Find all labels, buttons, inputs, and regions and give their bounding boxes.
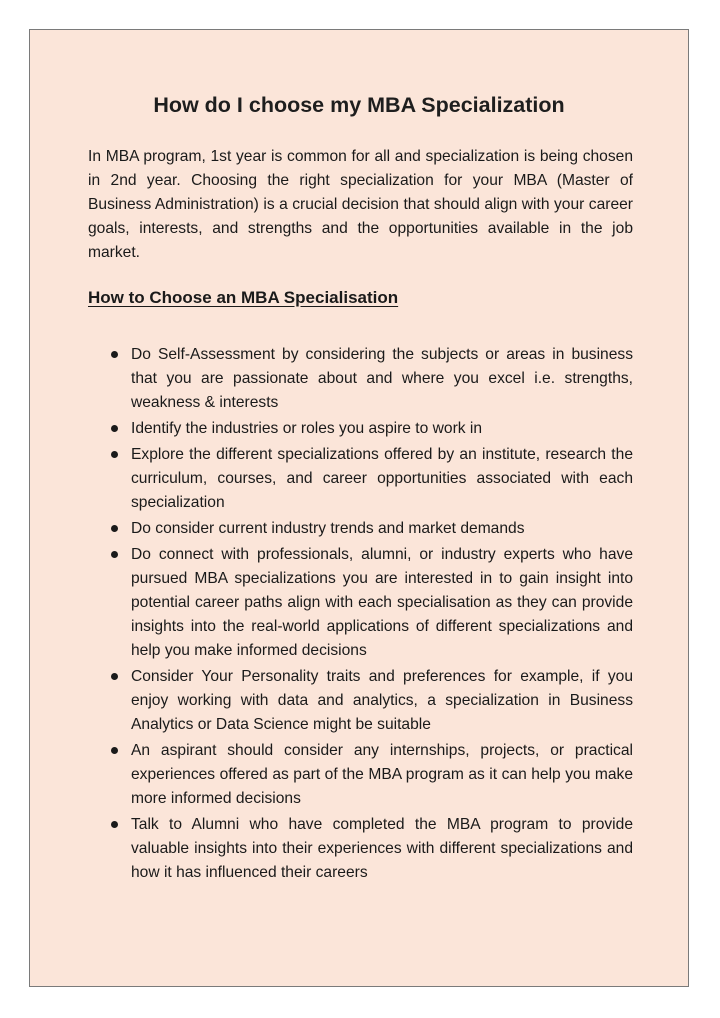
bullet-dot-icon: [111, 525, 118, 532]
page-title: How do I choose my MBA Specialization: [153, 93, 565, 117]
list-item-text: Talk to Alumni who have completed the MBA program to provide valuable insights into their experiences with different specializations and how it has influenced their careers: [131, 816, 633, 881]
list-item: [88, 417, 633, 441]
document-page: [29, 29, 689, 987]
section-heading: How to Choose an MBA Specialisation: [88, 288, 399, 307]
bullet-dot-icon: [111, 747, 118, 754]
bullet-dot-icon: [111, 551, 118, 558]
list-item: [88, 443, 633, 515]
list-item-text: An aspirant should consider any internships, projects, or practical experiences offered as part of the MBA program as it can help you make more informed decisions: [131, 742, 633, 807]
bullet-dot-icon: [111, 821, 118, 828]
bullet-dot-icon: [111, 351, 118, 358]
list-item: [88, 517, 633, 541]
bullet-dot-icon: [111, 425, 118, 432]
list-item-text: Do connect with professionals, alumni, or industry experts who have pursued MBA specializations you are interested in to gain insight into potential career paths align with each specialisation as they can provide insights into the real-world applications of different specializations and help you make informed decisions: [131, 546, 633, 659]
list-item-text: Identify the industries or roles you aspire to work in: [131, 420, 483, 437]
intro-paragraph: In MBA program, 1st year is common for all and specialization is being chosen in 2nd year. Choosing the right specialization for your MBA (Master of Business Administration) is a crucial decision that should align with your career goals, interests, and strengths and the opportunities available in the job market.: [88, 148, 633, 261]
list-item: [88, 543, 633, 663]
bullet-list: [88, 343, 633, 887]
list-item-text: Explore the different specializations offered by an institute, research the curriculum, courses, and career opportunities associated with each specialization: [131, 446, 633, 511]
list-item-text: Do consider current industry trends and market demands: [131, 520, 525, 537]
list-item: [88, 739, 633, 811]
list-item: [88, 813, 633, 885]
list-item: [88, 665, 633, 737]
list-item-text: Consider Your Personality traits and preferences for example, if you enjoy working with data and analytics, a specialization in Business Analytics or Data Science might be suitable: [131, 668, 633, 733]
list-item: [88, 343, 633, 415]
bullet-dot-icon: [111, 451, 118, 458]
list-item-text: Do Self-Assessment by considering the subjects or areas in business that you are passionate about and where you excel i.e. strengths, weakness & interests: [131, 346, 633, 411]
bullet-dot-icon: [111, 673, 118, 680]
